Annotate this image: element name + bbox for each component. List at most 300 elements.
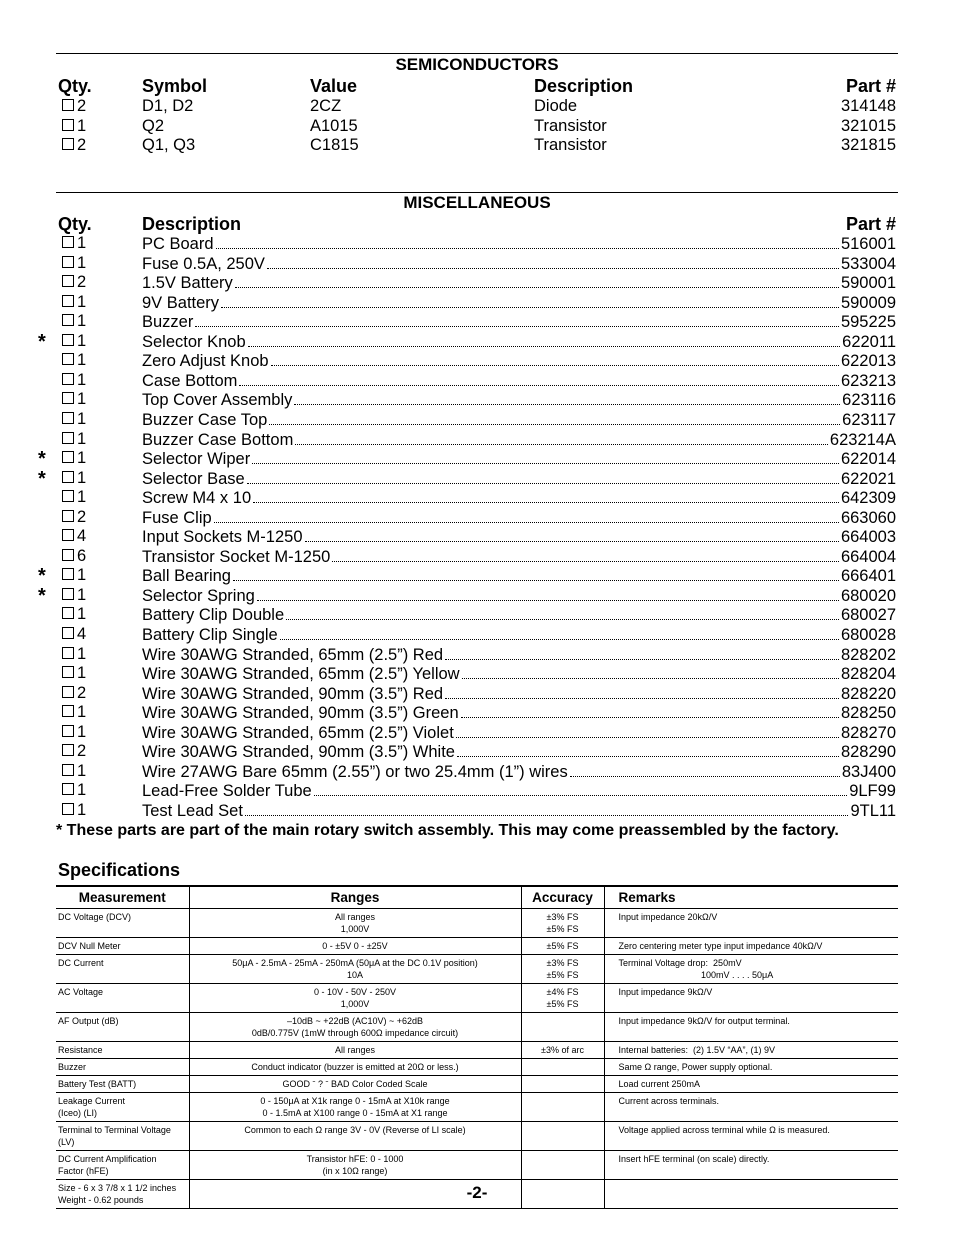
measurement-cell: Terminal to Terminal Voltage (LV) xyxy=(56,1122,189,1151)
checkbox-icon xyxy=(62,783,74,795)
description-cell: Transistor xyxy=(534,116,607,135)
part-cell: 622011 xyxy=(842,332,896,351)
part-cell: 680027 xyxy=(840,606,896,625)
remarks-cell: Input impedance 9kΩ/V xyxy=(604,984,898,1013)
col-description: Description xyxy=(142,214,242,234)
col-qty: Qty. xyxy=(58,214,92,234)
accuracy-cell xyxy=(521,1059,604,1076)
part-cell: 623116 xyxy=(842,391,896,410)
part-cell: 828220 xyxy=(840,684,896,703)
description-line xyxy=(142,390,896,411)
checkbox-icon xyxy=(62,686,74,698)
misc-row xyxy=(38,565,896,588)
leader-dots xyxy=(267,254,839,269)
part-cell: 623214A xyxy=(829,430,896,449)
description-cell: Transistor xyxy=(534,136,607,154)
qty-cell xyxy=(62,390,86,410)
description-cell: Selector Base xyxy=(142,469,245,488)
spec-row xyxy=(56,1151,898,1180)
spec-row xyxy=(56,938,898,955)
measurement-cell: Battery Test (BATT) xyxy=(56,1076,189,1093)
description-line xyxy=(142,234,896,255)
star-marker: * xyxy=(38,467,46,490)
part-cell: 828202 xyxy=(840,645,896,664)
spec-row xyxy=(56,1122,898,1151)
col-qty: Qty. xyxy=(58,76,92,96)
qty-cell xyxy=(62,566,86,586)
description-line xyxy=(142,273,896,294)
part-cell: 623213 xyxy=(840,371,896,390)
checkbox-icon xyxy=(62,334,74,346)
qty-value: 6 xyxy=(77,546,87,565)
col-value: Value xyxy=(310,76,358,96)
qty-value: 1 xyxy=(77,468,87,487)
symbol-cell: D1, D2 xyxy=(142,97,194,115)
description-line xyxy=(142,332,896,353)
spec-row xyxy=(56,1093,898,1122)
qty-value: 1 xyxy=(77,292,87,311)
qty-value: 2 xyxy=(77,97,87,115)
leader-dots xyxy=(233,566,839,581)
description-cell: Battery Clip Single xyxy=(142,626,278,644)
checkbox-icon xyxy=(62,295,74,307)
ranges-cell: 0 - 150μA at X1k range 0 - 15mA at X10k range 0 - 1.5mA at X100 range 0 - 15mA at X1 range xyxy=(189,1093,521,1122)
description-cell: Lead-Free Solder Tube xyxy=(142,782,312,801)
qty-cell xyxy=(62,684,86,704)
star-marker: * xyxy=(38,565,46,588)
part-cell: 623117 xyxy=(842,410,896,429)
qty-value: 1 xyxy=(77,781,87,800)
spec-col-accuracy: Accuracy xyxy=(521,886,604,909)
misc-row xyxy=(56,371,896,391)
part-cell: 666401 xyxy=(840,567,896,586)
qty-value: 1 xyxy=(77,761,87,780)
description-cell: Wire 30AWG Stranded, 65mm (2.5”) Red xyxy=(142,645,444,664)
qty-value: 1 xyxy=(77,488,87,507)
spec-col-ranges: Ranges xyxy=(189,886,521,909)
checkbox-icon xyxy=(62,764,74,776)
misc-row xyxy=(56,723,896,743)
ranges-cell: Conduct indicator (buzzer is emitted at 20Ω or less.) xyxy=(189,1059,521,1076)
part-cell: 590001 xyxy=(840,274,896,293)
description-line xyxy=(142,449,896,470)
part-cell: 314148 xyxy=(840,97,896,115)
description-line xyxy=(142,664,896,685)
part-cell: 321015 xyxy=(840,116,896,135)
part-cell: 680028 xyxy=(840,626,896,644)
description-line xyxy=(142,312,896,333)
qty-value: 1 xyxy=(77,605,87,624)
qty-cell xyxy=(62,488,86,508)
checkbox-icon xyxy=(62,138,74,150)
qty-cell xyxy=(62,273,86,293)
description-cell: Wire 30AWG Stranded, 90mm (3.5”) Red xyxy=(142,684,444,703)
qty-cell xyxy=(62,586,86,606)
qty-value: 1 xyxy=(77,664,87,683)
leader-dots xyxy=(216,234,839,249)
misc-row xyxy=(56,605,896,625)
misc-row xyxy=(56,801,896,821)
checkbox-icon xyxy=(62,725,74,737)
leader-dots xyxy=(286,605,839,620)
assembly-note: * These parts are part of the main rotary switch assembly. This may come preassembled by the factory. xyxy=(56,822,839,839)
description-line xyxy=(142,351,896,372)
spec-row xyxy=(56,1059,898,1076)
spec-row xyxy=(56,1042,898,1059)
leader-dots xyxy=(462,664,839,679)
misc-row xyxy=(56,645,896,665)
part-cell: 828290 xyxy=(840,743,896,762)
leader-dots xyxy=(269,410,840,425)
misc-row xyxy=(56,625,896,645)
checkbox-icon xyxy=(62,549,74,561)
ranges-cell: All ranges 1,000V xyxy=(189,909,521,938)
symbol-cell: Q2 xyxy=(142,116,165,135)
accuracy-cell: ±4% FS ±5% FS xyxy=(521,984,604,1013)
description-cell: Wire 30AWG Stranded, 65mm (2.5”) Yellow xyxy=(142,665,460,684)
description-cell: Wire 30AWG Stranded, 90mm (3.5”) White xyxy=(142,743,455,762)
qty-value: 1 xyxy=(77,409,87,428)
star-marker: * xyxy=(38,330,46,353)
measurement-cell: DC Voltage (DCV) xyxy=(56,909,189,938)
misc-row xyxy=(56,254,896,274)
accuracy-cell: ±3% FS ±5% FS xyxy=(521,955,604,984)
qty-value: 2 xyxy=(77,683,87,702)
qty-value: 1 xyxy=(77,312,87,331)
measurement-cell: AF Output (dB) xyxy=(56,1013,189,1042)
qty-cell xyxy=(62,351,86,371)
misc-row xyxy=(56,527,896,547)
qty-cell xyxy=(62,625,86,645)
description-line xyxy=(142,410,896,431)
part-cell: 664003 xyxy=(840,528,896,547)
qty-cell xyxy=(62,645,86,665)
qty-cell xyxy=(62,293,86,313)
misc-row xyxy=(56,547,896,567)
specifications-title: Specifications xyxy=(58,860,181,880)
qty-cell xyxy=(62,371,86,391)
description-line xyxy=(142,430,896,451)
ranges-cell: All ranges xyxy=(189,1042,521,1059)
checkbox-icon xyxy=(62,529,74,541)
checkbox-icon xyxy=(62,373,74,385)
remarks-cell: Input impedance 20kΩ/V xyxy=(604,909,898,938)
misc-row xyxy=(56,273,896,293)
qty-cell xyxy=(62,547,86,567)
description-line xyxy=(142,625,896,646)
accuracy-cell xyxy=(521,1151,604,1180)
qty-cell xyxy=(62,801,86,821)
description-cell: Selector Spring xyxy=(142,586,255,605)
remarks-cell: Current across terminals. xyxy=(604,1093,898,1122)
description-line xyxy=(142,723,896,744)
description-line xyxy=(142,742,896,763)
part-cell: 533004 xyxy=(840,254,896,273)
accuracy-cell xyxy=(521,1122,604,1151)
misc-row xyxy=(38,330,896,353)
description-cell: Test Lead Set xyxy=(142,801,243,820)
col-part: Part # xyxy=(845,76,896,96)
part-cell: 828204 xyxy=(840,665,896,684)
description-cell: 1.5V Battery xyxy=(142,274,233,293)
accuracy-cell xyxy=(521,1076,604,1093)
checkbox-icon xyxy=(62,275,74,287)
description-cell: Fuse 0.5A, 250V xyxy=(142,254,265,273)
leader-dots xyxy=(239,371,839,386)
misc-row xyxy=(56,312,896,332)
top-rule xyxy=(56,53,898,54)
leader-dots xyxy=(245,801,849,816)
description-cell: Diode xyxy=(534,97,578,115)
star-marker: * xyxy=(38,448,46,471)
misc-row xyxy=(56,664,896,684)
checkbox-icon xyxy=(62,744,74,756)
qty-cell xyxy=(62,781,86,801)
accuracy-cell: ±5% FS xyxy=(521,938,604,955)
description-cell: Wire 30AWG Stranded, 90mm (3.5”) Green xyxy=(142,704,459,723)
remarks-cell: Same Ω range, Power supply optional. xyxy=(604,1059,898,1076)
remarks-cell: Voltage applied across terminal while Ω is measured. xyxy=(604,1122,898,1151)
checkbox-icon xyxy=(62,627,74,639)
qty-value: 1 xyxy=(77,370,87,389)
qty-cell xyxy=(62,234,86,254)
remarks-cell: Terminal Voltage drop: 250mV 100mV . . . . 50μA xyxy=(604,955,898,984)
description-line xyxy=(142,488,896,509)
measurement-cell: Resistance xyxy=(56,1042,189,1059)
ranges-cell: GOOD ˉ ? ˉ BAD Color Coded Scale xyxy=(189,1076,521,1093)
leader-dots xyxy=(280,625,839,640)
checkbox-icon xyxy=(62,647,74,659)
qty-cell xyxy=(62,430,86,450)
semiconductors-title: SEMICONDUCTORS xyxy=(395,55,559,74)
description-cell: Fuse Clip xyxy=(142,508,212,527)
accuracy-cell xyxy=(521,1093,604,1122)
measurement-cell: Buzzer xyxy=(56,1059,189,1076)
qty-cell xyxy=(62,449,86,469)
qty-value: 4 xyxy=(77,527,87,546)
qty-cell xyxy=(62,117,86,136)
description-cell: Input Sockets M-1250 xyxy=(142,528,303,547)
description-cell: Battery Clip Double xyxy=(142,606,285,625)
qty-value: 2 xyxy=(77,136,87,154)
checkbox-icon xyxy=(62,256,74,268)
qty-value: 1 xyxy=(77,351,87,370)
leader-dots xyxy=(457,742,839,757)
description-line xyxy=(142,527,896,548)
misc-row xyxy=(56,508,896,528)
leader-dots xyxy=(214,508,839,523)
part-cell: 828250 xyxy=(840,704,896,723)
description-cell: Wire 30AWG Stranded, 65mm (2.5”) Violet xyxy=(142,723,454,742)
description-line xyxy=(142,469,896,490)
qty-cell xyxy=(62,723,86,743)
spec-row xyxy=(56,909,898,938)
description-cell: Zero Adjust Knob xyxy=(142,352,269,371)
description-cell: Wire 27AWG Bare 65mm (2.55”) or two 25.4mm (1”) wires xyxy=(142,762,568,781)
misc-row xyxy=(56,390,896,410)
qty-value: 1 xyxy=(77,585,87,604)
leader-dots xyxy=(570,762,840,777)
value-cell: 2CZ xyxy=(310,97,342,115)
qty-cell xyxy=(62,762,86,782)
accuracy-cell: ±3% of arc xyxy=(521,1042,604,1059)
misc-row xyxy=(56,742,896,762)
checkbox-icon xyxy=(62,607,74,619)
qty-value: 1 xyxy=(77,703,87,722)
checkbox-icon xyxy=(62,236,74,248)
specifications-table xyxy=(56,885,898,1209)
checkbox-icon xyxy=(62,412,74,424)
remarks-cell: Load current 250mA xyxy=(604,1076,898,1093)
qty-cell xyxy=(62,469,86,489)
semiconductor-row xyxy=(56,136,896,155)
misc-row xyxy=(56,234,896,254)
qty-value: 2 xyxy=(77,742,87,761)
leader-dots xyxy=(295,430,828,445)
remarks-cell: Internal batteries: (2) 1.5V “AA”, (1) 9V xyxy=(604,1042,898,1059)
qty-value: 1 xyxy=(77,722,87,741)
description-line xyxy=(142,703,896,724)
leader-dots xyxy=(195,312,839,327)
qty-cell xyxy=(62,703,86,723)
symbol-cell: Q1, Q3 xyxy=(142,136,196,154)
leader-dots xyxy=(252,449,839,464)
part-cell: 9LF99 xyxy=(849,782,896,801)
qty-cell xyxy=(62,605,86,625)
semiconductor-row xyxy=(56,117,896,136)
leader-dots xyxy=(305,527,839,542)
checkbox-icon xyxy=(62,510,74,522)
description-line xyxy=(142,801,896,822)
ranges-cell: Transistor hFE: 0 - 1000 (in x 10Ω range) xyxy=(189,1151,521,1180)
qty-value: 1 xyxy=(77,331,87,350)
measurement-cell: DCV Null Meter xyxy=(56,938,189,955)
leader-dots xyxy=(445,645,839,660)
checkbox-icon xyxy=(62,99,74,111)
qty-value: 1 xyxy=(77,449,87,468)
qty-cell xyxy=(62,332,86,352)
part-cell: 595225 xyxy=(840,313,896,332)
misc-row xyxy=(56,410,896,430)
star-marker: * xyxy=(38,584,46,607)
misc-row xyxy=(38,467,896,490)
ranges-cell: 50μA - 2.5mA - 25mA - 250mA (50μA at the DC 0.1V position) 10A xyxy=(189,955,521,984)
col-part: Part # xyxy=(845,214,896,234)
part-cell: 663060 xyxy=(840,508,896,527)
checkbox-icon xyxy=(62,392,74,404)
qty-cell xyxy=(62,254,86,274)
qty-cell xyxy=(62,742,86,762)
part-cell: 590009 xyxy=(840,293,896,312)
ranges-cell: 0 - ±5V 0 - ±25V xyxy=(189,938,521,955)
misc-row xyxy=(56,430,896,450)
checkbox-icon xyxy=(62,705,74,717)
accuracy-cell xyxy=(521,1013,604,1042)
description-line xyxy=(142,508,896,529)
part-cell: 622013 xyxy=(840,352,896,371)
misc-row xyxy=(38,448,896,471)
spec-row xyxy=(56,955,898,984)
leader-dots xyxy=(461,703,839,718)
measurement-cell: DC Current xyxy=(56,955,189,984)
checkbox-icon xyxy=(62,432,74,444)
spec-col-measurement: Measurement xyxy=(56,886,189,909)
leader-dots xyxy=(271,351,839,366)
semiconductor-row xyxy=(56,97,896,116)
leader-dots xyxy=(445,684,839,699)
leader-dots xyxy=(247,469,839,484)
description-line xyxy=(142,684,896,705)
misc-row xyxy=(56,684,896,704)
description-cell: Selector Knob xyxy=(142,332,246,351)
description-line xyxy=(142,781,896,802)
measurement-cell: Leakage Current (Iceo) (LI) xyxy=(56,1093,189,1122)
accuracy-cell: ±3% FS ±5% FS xyxy=(521,909,604,938)
leader-dots xyxy=(235,273,839,288)
description-cell: Top Cover Assembly xyxy=(142,391,293,410)
qty-value: 1 xyxy=(77,566,87,585)
misc-row xyxy=(56,351,896,371)
misc-row xyxy=(56,781,896,801)
description-cell: Buzzer Case Bottom xyxy=(142,430,294,449)
part-cell: 680020 xyxy=(840,586,896,605)
qty-cell xyxy=(62,312,86,332)
qty-cell xyxy=(62,97,86,116)
description-cell: Screw M4 x 10 xyxy=(142,489,252,508)
remarks-cell: Input impedance 9kΩ/V for output terminal. xyxy=(604,1013,898,1042)
col-description: Description xyxy=(534,76,634,96)
qty-cell xyxy=(62,410,86,430)
description-line xyxy=(142,371,896,392)
leader-dots xyxy=(294,390,840,405)
misc-row xyxy=(56,703,896,723)
description-cell: Case Bottom xyxy=(142,371,238,390)
checkbox-icon xyxy=(62,588,74,600)
part-cell: 321815 xyxy=(840,136,896,154)
qty-value: 1 xyxy=(77,116,87,135)
measurement-cell: DC Current Amplification Factor (hFE) xyxy=(56,1151,189,1180)
description-line xyxy=(142,605,896,626)
misc-row xyxy=(38,584,896,607)
checkbox-icon xyxy=(62,490,74,502)
measurement-cell: Size - 6 x 3 7/8 x 1 1/2 inches Weight - 0.62 pounds xyxy=(56,1180,189,1209)
page-number: -2- xyxy=(466,1183,488,1202)
spec-row xyxy=(56,1076,898,1093)
misc-row xyxy=(56,293,896,313)
spec-col-remarks: Remarks xyxy=(604,886,898,909)
spec-row xyxy=(56,1013,898,1042)
qty-value: 1 xyxy=(77,234,87,252)
spec-header-row xyxy=(56,886,898,909)
part-cell: 622021 xyxy=(840,469,896,488)
qty-cell xyxy=(62,136,86,155)
leader-dots xyxy=(314,781,848,796)
checkbox-icon xyxy=(62,119,74,131)
description-cell: Transistor Socket M-1250 xyxy=(142,547,331,566)
checkbox-icon xyxy=(62,353,74,365)
ranges-cell: Common to each Ω range 3V - 0V (Reverse of LI scale) xyxy=(189,1122,521,1151)
description-cell: Buzzer xyxy=(142,313,194,332)
measurement-cell: AC Voltage xyxy=(56,984,189,1013)
description-line xyxy=(142,586,896,607)
qty-cell xyxy=(62,527,86,547)
part-cell: 664004 xyxy=(840,547,896,566)
description-line xyxy=(142,254,896,275)
misc-row xyxy=(56,488,896,508)
remarks-cell: Zero centering meter type input impedance 40kΩ/V xyxy=(604,938,898,955)
part-cell: 516001 xyxy=(840,235,896,253)
qty-cell xyxy=(62,664,86,684)
